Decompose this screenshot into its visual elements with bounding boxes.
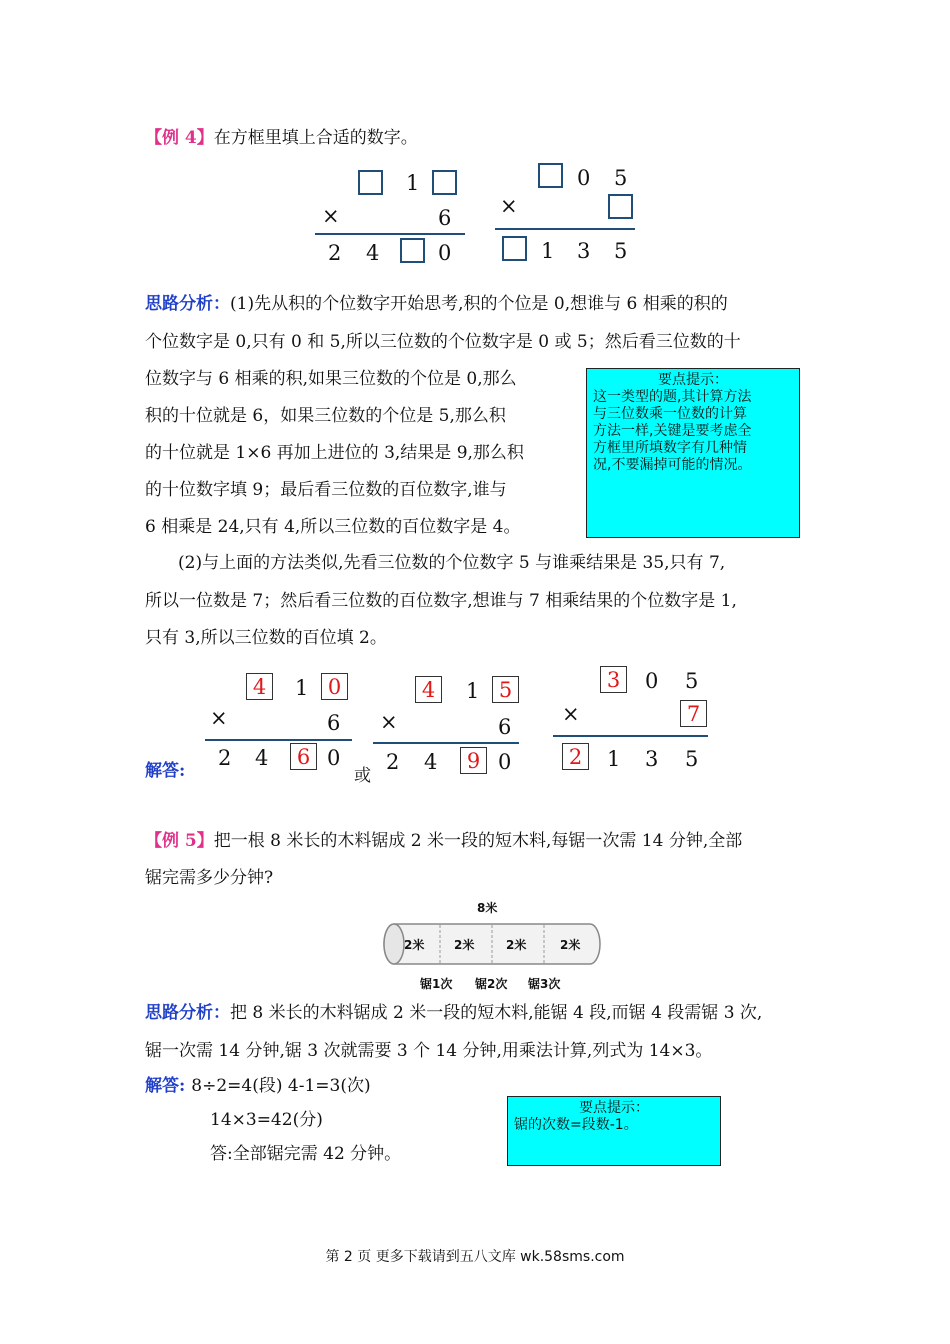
tip-line: 这一类型的题,其计算方法: [593, 389, 752, 405]
ex5-analysis-line: 锯一次需 14 分钟,锯 3 次就需要 3 个 14 分钟,用乘法计算,列式为 14×3。: [145, 1041, 713, 1061]
digit: 1: [295, 676, 309, 700]
digit: 2: [218, 746, 232, 770]
digit: 0: [327, 746, 341, 770]
digit: 5: [685, 669, 699, 693]
analysis-line: 所以一位数是 7；然后看三位数的百位数字,想谁与 7 相乘结果的个位数字是 1,: [145, 591, 737, 611]
digit: 5: [614, 239, 628, 263]
analysis-label: 思路分析：: [145, 294, 230, 314]
answer-box: 0: [321, 673, 348, 700]
tip-line: 锯的次数=段数-1。: [514, 1117, 638, 1133]
ex4-question: 在方框里填上合适的数字。: [213, 128, 418, 148]
cut-label: 锯1次: [420, 977, 453, 991]
tip-box: [586, 368, 800, 538]
answer-box: 7: [680, 700, 707, 727]
analysis-line: 的十位数字填 9；最后看三位数的百位数字,谁与: [145, 480, 507, 500]
page-footer: 第 2 页 更多下载请到五八文库 wk.58sms.com: [325, 1249, 625, 1265]
times-sign: ×: [210, 706, 228, 730]
blank-box[interactable]: [432, 170, 457, 195]
ex5-answer-label: 解答:: [145, 1076, 186, 1096]
digit: 1: [607, 747, 621, 771]
digit: 6: [438, 206, 452, 230]
tip-box: [507, 1096, 721, 1166]
divider-line: [553, 735, 708, 737]
digit: 6: [498, 715, 512, 739]
analysis-line: 的十位就是 1×6 再加上进位的 3,结果是 9,那么积: [145, 443, 524, 463]
answer-box: 4: [415, 676, 442, 703]
digit: 0: [645, 669, 659, 693]
digit: 3: [645, 747, 659, 771]
digit: 1: [541, 239, 555, 263]
tip-line: 与三位数乘一位数的计算: [593, 406, 747, 422]
or-text: 或: [354, 766, 371, 786]
times-sign: ×: [500, 194, 518, 218]
answer-box: 2: [562, 743, 589, 770]
blank-box[interactable]: [608, 194, 633, 219]
segment-label: 2米: [404, 938, 425, 952]
digit: 3: [577, 239, 591, 263]
blank-box[interactable]: [538, 163, 563, 188]
tip-line: 方框里所填数字有几种情: [593, 440, 747, 456]
times-sign: ×: [562, 702, 580, 726]
digit: 6: [327, 711, 341, 735]
cut-label: 锯2次: [475, 977, 508, 991]
answer-box: 4: [246, 673, 273, 700]
blank-box[interactable]: [400, 238, 425, 263]
answer-box: 3: [600, 666, 627, 693]
ex5-answer-line: 答:全部锯完需 42 分钟。: [210, 1144, 402, 1164]
segment-label: 2米: [454, 938, 475, 952]
ex5-question: 把一根 8 米长的木料锯成 2 米一段的短木料,每锯一次需 14 分钟,全部: [213, 831, 743, 851]
divider-line: [495, 228, 635, 230]
analysis-line: 思路分析：(1)先从积的个位数字开始思考,积的个位是 0,想谁与 6 相乘的积的: [145, 294, 728, 314]
analysis-line: 只有 3,所以三位数的百位填 2。: [145, 628, 387, 648]
ex5-heading: [145, 831, 742, 851]
digit: 5: [685, 747, 699, 771]
ex5-analysis-label: 思路分析：: [145, 1003, 230, 1023]
segment-label: 2米: [506, 938, 527, 952]
digit: 1: [466, 679, 480, 703]
ex5-question-line: 锯完需多少分钟?: [145, 868, 274, 888]
tip-title: 要点提示：: [579, 1100, 649, 1116]
ex4-heading: [145, 128, 418, 148]
answer-box: 5: [492, 676, 519, 703]
ex4-tag: 【例 4】: [145, 128, 214, 148]
analysis-line: 积的十位就是 6，如果三位数的个位是 5,那么积: [145, 406, 506, 426]
tip-title: 要点提示：: [658, 372, 728, 388]
digit: 4: [424, 750, 438, 774]
digit: 2: [328, 241, 342, 265]
divider-line: [373, 742, 519, 744]
divider-line: [315, 233, 465, 235]
digit: 5: [614, 166, 628, 190]
digit: 0: [438, 241, 452, 265]
ex5-analysis-line: 思路分析：把 8 米长的木料锯成 2 米一段的短木料,能锯 4 段,而锯 4 段需锯 3 次,: [145, 1003, 763, 1023]
figure-total-label: 8米: [477, 901, 498, 915]
answer-box: 9: [460, 747, 487, 774]
ex5-tag: 【例 5】: [145, 831, 214, 851]
digit: 4: [255, 746, 269, 770]
digit: 4: [366, 241, 380, 265]
analysis-line: 6 相乘是 24,只有 4,所以三位数的百位数字是 4。: [145, 517, 521, 537]
cut-label: 锯3次: [528, 977, 561, 991]
ex5-answer-line: 解答: 8÷2=4(段) 4-1=3(次): [145, 1076, 371, 1096]
analysis-line: 个位数字是 0,只有 0 和 5,所以三位数的个位数字是 0 或 5；然后看三位数的十: [145, 332, 741, 352]
blank-box[interactable]: [502, 236, 527, 261]
answer-label: 解答:: [145, 761, 186, 781]
tip-line: 况,不要漏掉可能的情况。: [593, 457, 752, 473]
digit: 0: [498, 750, 512, 774]
digit: 2: [386, 750, 400, 774]
log-figure: [380, 898, 605, 993]
times-sign: ×: [380, 710, 398, 734]
analysis-line: 位数字与 6 相乘的积,如果三位数的个位是 0,那么: [145, 369, 517, 389]
digit: 0: [577, 166, 591, 190]
ex5-answer-line: 14×3=42(分): [210, 1110, 323, 1130]
divider-line: [205, 739, 352, 741]
times-sign: ×: [322, 204, 340, 228]
digit: 1: [406, 171, 420, 195]
segment-label: 2米: [560, 938, 581, 952]
analysis-line: (2)与上面的方法类似,先看三位数的个位数字 5 与谁乘结果是 35,只有 7,: [178, 553, 726, 573]
blank-box[interactable]: [358, 170, 383, 195]
tip-line: 方法一样,关键是要考虑全: [593, 423, 752, 439]
answer-box: 6: [290, 743, 317, 770]
